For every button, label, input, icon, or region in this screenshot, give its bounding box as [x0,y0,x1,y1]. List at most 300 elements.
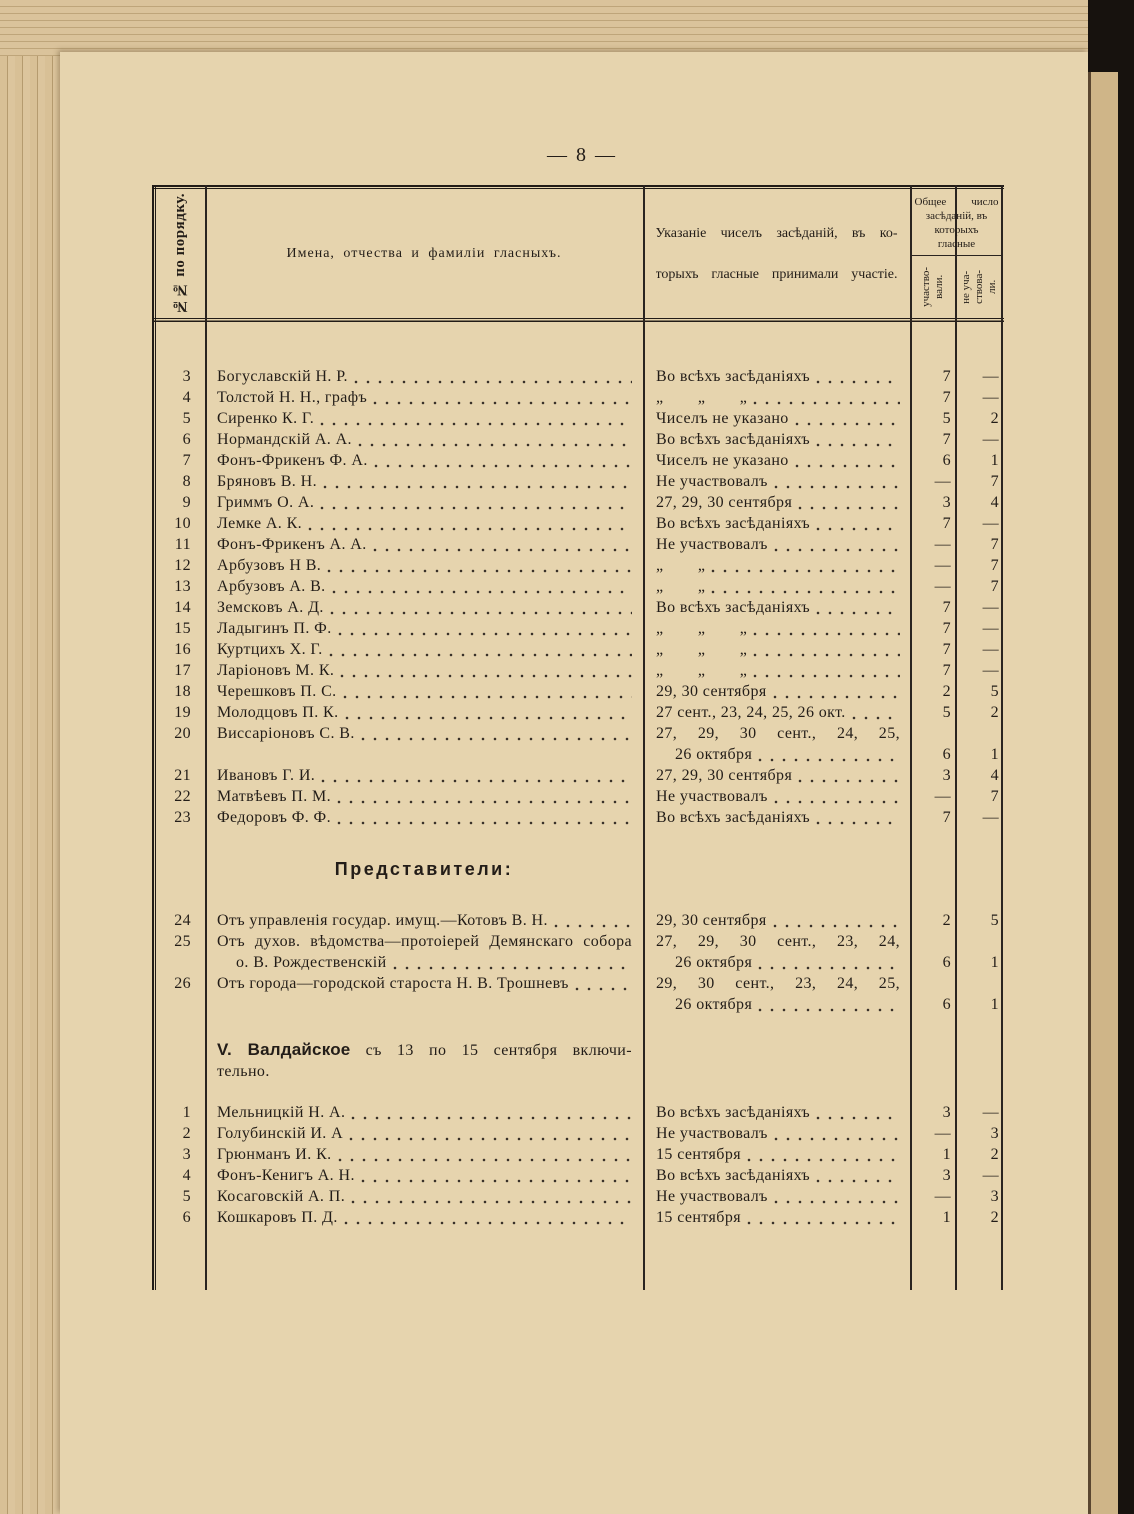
section-heading-row [155,828,1003,910]
header-number [155,189,205,318]
member-name-line-text: Куртцихъ Х. Г. [217,641,323,658]
session-dates-line [656,408,900,429]
row-number: 14 [174,599,191,616]
session-dates-line [656,639,900,660]
session-dates-line [656,931,900,952]
session-dates-cell [643,765,910,786]
member-name-line [217,366,632,387]
sessions-attended: 3 [942,1167,951,1184]
session-dates-line [656,1186,900,1207]
member-name-cell [205,513,643,534]
table-row [155,429,1003,450]
session-dates-line-text: 29, 30 сентября [656,912,767,929]
sessions-missed: 3 [990,1188,999,1205]
dot-leader [774,471,900,492]
dot-leader [816,513,900,534]
session-dates-line [656,555,900,576]
session-dates-line [656,660,900,681]
dot-leader [338,618,632,639]
sessions-missed: — [982,431,999,448]
sessions-missed: 7 [990,578,999,595]
member-name-cell [205,639,643,660]
sessions-attended: 3 [942,767,951,784]
row-number: 15 [174,620,191,637]
row-number: 2 [182,1125,191,1142]
sessions-missed: — [982,620,999,637]
table-row [155,597,1003,618]
member-name-line [217,765,632,786]
dot-leader [361,1165,632,1186]
session-dates-line-text: Не участвовалъ [656,1125,768,1142]
dot-leader [349,1123,632,1144]
session-dates-line-text: „ „ [656,578,706,595]
header-dates-line: Указаніе чиселъ засѣданій, въ ко- [655,225,898,241]
district-name: V. Валдайское [217,1040,351,1059]
table-row [155,513,1003,534]
member-name-line-text: Голубинскій И. А [217,1125,344,1142]
row-number: 3 [182,1146,191,1163]
sessions-attended: 3 [942,494,951,511]
member-name-cell [205,576,643,597]
session-dates-line [656,387,900,408]
session-dates-cell [643,1165,910,1186]
sessions-missed: 4 [990,494,999,511]
member-name-line [217,973,632,994]
session-dates-cell [643,408,910,429]
member-name-cell [205,534,643,555]
header-dates [643,189,910,318]
dot-leader [323,471,632,492]
sessions-missed: 2 [990,1209,999,1226]
session-dates-cell [643,387,910,408]
member-name-line [217,910,632,931]
member-name-line-text: Лемке А. К. [217,515,303,532]
dot-leader [361,723,632,744]
session-dates-line [656,681,900,702]
dot-leader [337,786,632,807]
sessions-missed: — [982,515,999,532]
section-title: Представители: [334,858,514,879]
member-name-line [217,534,632,555]
page-stack-left-edge [0,0,64,1514]
table-row [155,702,1003,723]
member-name-line [217,555,632,576]
dot-leader [374,450,632,471]
session-dates-line [656,723,900,744]
row-number: 16 [174,641,191,658]
member-name-line [217,639,632,660]
session-dates-line-text: Во всѣхъ засѣданіяхъ [656,599,811,616]
header-total-line: гласные [937,238,976,250]
table-row [155,807,1003,828]
dot-leader [774,534,900,555]
table-row [155,618,1003,639]
session-dates-cell [643,1186,910,1207]
session-dates-line-text: 15 сентября [656,1146,742,1163]
member-name-line-text: Нормандскій А. А. [217,431,352,448]
member-name-cell [205,387,643,408]
session-dates-line-text: 26 октября [675,746,753,763]
sessions-attended: 7 [942,599,951,616]
table-row [155,555,1003,576]
dot-leader [340,660,632,681]
dot-leader [852,702,900,723]
dot-leader [753,387,900,408]
table-row [155,1123,1003,1144]
sessions-attended: 7 [942,515,951,532]
header-participated-line: вали. [932,274,945,300]
table-row [155,639,1003,660]
row-number: 6 [182,431,191,448]
session-dates-line [656,450,900,471]
dot-leader [373,387,632,408]
scan-background-strip [1118,0,1134,1514]
member-name-cell [205,807,643,828]
session-dates-line [656,618,900,639]
row-number: 21 [174,767,191,784]
section-heading-row [155,1015,1003,1102]
member-name-cell [205,597,643,618]
dot-leader [774,786,900,807]
table-row [155,660,1003,681]
dot-leader [753,639,900,660]
dot-leader [816,1165,900,1186]
header-total [910,191,1003,255]
row-number: 4 [182,389,191,406]
member-name-line [217,387,632,408]
page-number: — 8 — [547,144,617,166]
session-dates-line-text: Не участвовалъ [656,473,768,490]
dot-leader [774,1123,900,1144]
member-name-cell [205,408,643,429]
sessions-missed: — [982,1167,999,1184]
dot-leader [795,408,900,429]
member-name-line [217,408,632,429]
sessions-attended: 2 [942,683,951,700]
session-dates-line [656,1207,900,1228]
dot-leader [343,681,632,702]
member-name-line [217,492,632,513]
member-name-line [217,618,632,639]
table-row [155,786,1003,807]
session-dates-line-text: Не участвовалъ [656,1188,768,1205]
sessions-attended: 7 [942,431,951,448]
table-row [155,471,1003,492]
session-dates-line-text: Не участвовалъ [656,788,768,805]
session-dates-cell [643,450,910,471]
member-name-cell [205,366,643,387]
header-participated-line: участво- [919,267,932,307]
sessions-missed: — [982,662,999,679]
member-name-cell [205,1144,643,1165]
session-dates-line [656,366,900,387]
member-name-line [217,723,632,744]
member-name-cell [205,765,643,786]
sessions-attended: 6 [942,954,951,971]
sessions-missed: 1 [990,452,999,469]
sessions-attended: — [934,578,951,595]
member-name-line-text: Арбузовъ А. В. [217,578,326,595]
row-number: 5 [182,410,191,427]
session-dates-line [656,910,900,931]
member-name-line-text: Бряновъ В. Н. [217,473,317,490]
member-name-line [217,1102,632,1123]
member-name-line-text: Богуславскій Н. Р. [217,368,348,385]
session-dates-line-text: 27, 29, 30 сентября [656,767,793,784]
member-name-line-text: Косаговскій А. П. [217,1188,346,1205]
dot-leader [351,1186,632,1207]
session-dates-cell [643,576,910,597]
member-name-line-text: Сиренко К. Г. [217,410,315,427]
member-name-line-text: Фонъ-Фрикенъ Ф. А. [217,452,368,469]
session-dates-cell [643,555,910,576]
dot-leader [575,973,632,994]
dot-leader [798,765,900,786]
header-absent-line: не уча- [959,270,972,304]
sessions-attended: — [934,1125,951,1142]
dot-leader [816,807,900,828]
session-dates-line-text: Во всѣхъ засѣданіяхъ [656,431,811,448]
dot-leader [773,910,900,931]
row-number: 20 [174,725,191,742]
row-number: 26 [174,975,191,992]
session-dates-cell [643,366,910,387]
member-name-line [217,660,632,681]
session-dates-line-text: Чиселъ не указано [656,410,789,427]
header-number-label: №№ по порядку. [171,192,188,314]
session-dates-line [656,786,900,807]
row-number: 7 [182,452,191,469]
table-row [155,723,1003,765]
member-name-line-text: Арбузовъ Н В. [217,557,322,574]
table-body [155,366,1003,1228]
member-name-cell [205,681,643,702]
session-dates-cell [643,471,910,492]
session-dates-cell [643,534,910,555]
table-row [155,408,1003,429]
sessions-missed: — [982,809,999,826]
session-dates-cell [643,702,910,723]
session-dates-line [656,973,900,994]
session-dates-line-text: 26 октября [675,954,753,971]
member-name-cell [205,973,643,1015]
table-row [155,366,1003,387]
sessions-attended: 2 [942,912,951,929]
member-name-line-text: Мельницкій Н. А. [217,1104,346,1121]
member-name-line-text: Матвѣевъ П. М. [217,788,332,805]
row-number: 13 [174,578,191,595]
sessions-attended: 5 [942,704,951,721]
member-name-line-text: Отъ города—городской староста Н. В. Трошневъ [217,975,569,992]
sessions-attended: 1 [942,1209,951,1226]
sessions-attended: 5 [942,410,951,427]
member-name-cell [205,702,643,723]
session-dates-line [656,597,900,618]
session-dates-line [656,513,900,534]
dot-leader [753,660,900,681]
dot-leader [320,492,632,513]
session-dates-cell [643,723,910,765]
member-name-line [217,597,632,618]
dot-leader [758,994,900,1015]
sessions-missed: 2 [990,704,999,721]
dot-leader [758,744,900,765]
sessions-attended: 7 [942,368,951,385]
member-name-cell [205,492,643,513]
member-name-line-text: Фонъ-Кенигъ А. Н. [217,1167,355,1184]
row-number: 6 [182,1209,191,1226]
member-name-cell [205,555,643,576]
member-name-line [217,1186,632,1207]
member-name-line [217,429,632,450]
member-name-cell [205,723,643,765]
member-name-line-text: Толстой Н. Н., графъ [217,389,368,406]
dot-leader [358,429,632,450]
member-name-cell [205,1102,643,1123]
session-dates-cell [643,973,910,1015]
row-number: 12 [174,557,191,574]
session-dates-line-text: „ „ „ [656,662,748,679]
session-dates-cell [643,1102,910,1123]
member-name-line [217,1165,632,1186]
table-row [155,387,1003,408]
dot-leader [816,429,900,450]
member-name-cell [205,429,643,450]
member-name-line-text: о. В. Рождественскій [236,954,387,971]
member-name-line-text: Отъ духов. вѣдомства—протоіерей Демянскаго собора [217,933,632,950]
session-dates-cell [643,681,910,702]
session-dates-cell [643,429,910,450]
session-dates-line-text: Чиселъ не указано [656,452,789,469]
member-name-line [217,471,632,492]
sessions-attended: — [934,788,951,805]
session-dates-line [656,1165,900,1186]
dot-leader [747,1144,900,1165]
member-name-line-text: Фонъ-Фрикенъ А. А. [217,536,367,553]
member-name-line-text: Молодцовъ П. К. [217,704,339,721]
dot-leader [816,366,900,387]
sessions-missed: 2 [990,1146,999,1163]
district-period: съ 13 по 15 сентября включи- [365,1042,632,1059]
dot-leader [816,1102,900,1123]
row-number: 19 [174,704,191,721]
sessions-missed: — [982,368,999,385]
table-row [155,1144,1003,1165]
table-row [155,765,1003,786]
member-name-cell [205,660,643,681]
sessions-attended: 3 [942,1104,951,1121]
session-dates-line [656,807,900,828]
dot-leader [798,492,900,513]
row-number: 11 [174,536,191,553]
member-name-cell [205,1186,643,1207]
row-number: 23 [174,809,191,826]
session-dates-line-text: 26 октября [675,996,753,1013]
session-dates-line-text: 27 сент., 23, 24, 25, 26 окт. [656,704,846,721]
member-name-line [217,1207,632,1228]
row-number: 9 [182,494,191,511]
dot-leader [332,576,632,597]
dot-leader [337,807,632,828]
member-name-line-text: Кошкаровъ П. Д. [217,1209,338,1226]
header-total-line: Общее число [914,196,999,208]
sessions-attended: — [934,557,951,574]
session-dates-line [656,492,900,513]
dot-leader [753,618,900,639]
sessions-missed: 7 [990,557,999,574]
session-dates-cell [643,1144,910,1165]
dot-leader [354,366,632,387]
sessions-attended: 7 [942,809,951,826]
session-dates-line-text: „ „ [656,557,706,574]
header-dates-line: торыхъ гласные принимали участіе. [655,266,898,282]
member-name-line [217,702,632,723]
member-name-line-text: Земсковъ А. Д. [217,599,324,616]
session-dates-cell [643,618,910,639]
district-heading-continuation: тельно. [217,1062,270,1080]
row-number: 3 [182,368,191,385]
sessions-missed: — [982,1104,999,1121]
header-total-line: засѣданій, въ [925,210,988,222]
page-right-edge [1088,70,1118,1514]
sessions-missed: 5 [990,683,999,700]
member-name-cell [205,1207,643,1228]
session-dates-cell [643,513,910,534]
sessions-missed: 1 [990,996,999,1013]
session-dates-cell [643,931,910,973]
dot-leader [774,1186,900,1207]
sessions-missed: 1 [990,954,999,971]
table-row [155,910,1003,931]
member-name-line-text: Ивановъ Г. И. [217,767,316,784]
dot-leader [321,765,632,786]
sessions-attended: 7 [942,389,951,406]
member-name-line-text: Виссаріоновъ С. В. [217,725,355,742]
member-name-line [217,931,632,952]
district-heading-line [217,1039,632,1061]
sessions-missed: 4 [990,767,999,784]
session-dates-cell [643,597,910,618]
sessions-attended: 1 [942,1146,951,1163]
row-number: 17 [174,662,191,679]
dot-leader [329,639,632,660]
header-absent [955,256,1003,318]
member-name-line-text: Черешковъ П. С. [217,683,337,700]
member-name-line [217,576,632,597]
header-name-label: Имена, отчества и фамиліи гласныхъ. [286,245,562,261]
sessions-missed: 2 [990,410,999,427]
session-dates-line-text: 29, 30 сентября [656,683,767,700]
sessions-missed: 7 [990,536,999,553]
member-name-line-text: Гриммъ О. А. [217,494,315,511]
session-dates-cell [643,1123,910,1144]
table-header-border [152,318,1004,322]
member-name-cell [205,1165,643,1186]
dot-leader [351,1102,632,1123]
member-name-line [217,450,632,471]
table-row [155,973,1003,1015]
session-dates-line [656,994,900,1015]
dot-leader [711,555,900,576]
member-name-line-text: Федоровъ Ф. Ф. [217,809,331,826]
member-name-cell [205,1123,643,1144]
row-number: 24 [174,912,191,929]
dot-leader [345,702,633,723]
dot-leader [711,576,900,597]
row-number: 1 [182,1104,191,1121]
dot-leader [758,952,900,973]
dot-leader [373,534,632,555]
